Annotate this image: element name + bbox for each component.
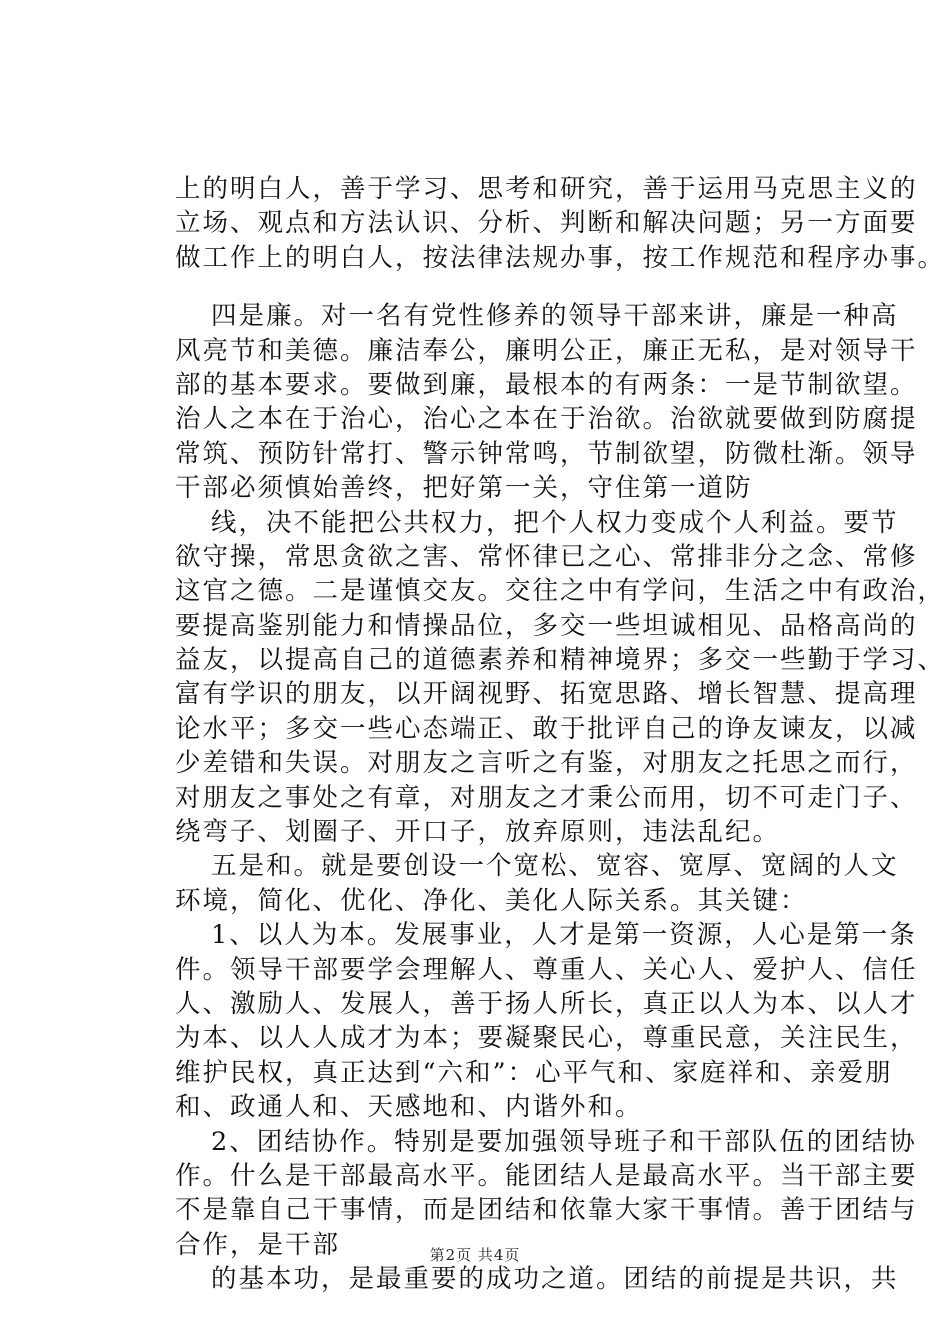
page-number-footer: 第2页 共4页 [429,1246,521,1264]
text-line: 环境，简化、优化、净化、美化人际关系。其关键： [175,885,808,916]
text-line: 1、以人为本。发展事业，人才是第一资源，人心是第一条 [211,920,917,951]
paragraph-lian [175,299,918,505]
text-line: 上的明白人，善于学习、思考和研究，善于运用马克思主义的 [175,174,918,204]
text-line: 不是靠自己干事情，而是团结和依靠大家干事情。善于团结与 [175,1195,918,1226]
text-line: 益友，以提高自己的道德素养和精神境界；多交一些勤于学习、 [175,645,946,676]
text-line: 人、激励人、发展人，善于扬人所长，真正以人为本、以人才 [175,988,918,1019]
paragraph-spacer [175,275,855,299]
paragraph-continuation [175,172,946,275]
text-line: 对朋友之事处之有章，对朋友之才秉公而用，切不可走门子、 [175,782,918,813]
text-line: 绕弯子、划圈子、开口子，放弃原则，违法乱纪。 [175,817,781,848]
paragraph-people-first [175,918,918,1124]
text-line: 为本、以人人成才为本；要凝聚民心，尊重民意，关注民生， [175,1023,918,1054]
text-line: 线，决不能把公共权力，把个人权力变成个人利益。要节 [211,507,899,538]
text-line: 件。领导干部要学会理解人、尊重人、关心人、爱护人、信任 [175,954,918,985]
text-line: 四是廉。对一名有党性修养的领导干部来讲，廉是一种高 [211,301,899,332]
text-line: 做工作上的明白人，按法律法规办事，按工作规范和程序办事。 [175,242,946,273]
text-line: 治人之本在于治心，治心之本在于治欲。治欲就要做到防腐提 [175,404,918,435]
text-line: 论水平；多交一些心态端正、敢于批评自己的诤友谏友，以减 [175,713,918,744]
paragraph-unity [175,1125,918,1263]
text-line: 这官之德。二是谨慎交友。交往之中有学问，生活之中有政治， [175,576,946,607]
text-line: 富有学识的朋友，以开阔视野、拓宽思路、增长智慧、提高理 [175,679,918,710]
text-line: 干部必须慎始善终，把好第一关，守住第一道防 [175,473,753,504]
text-line: 的基本功，是最重要的成功之道。团结的前提是共识，共 [211,1264,899,1295]
paragraph-unity-continued [175,1262,899,1296]
document-body [175,172,946,1297]
text-line: 部的基本要求。要做到廉，最根本的有两条：一是节制欲望。 [175,369,918,400]
paragraph-lian-continued [175,506,946,850]
text-line: 欲守操，常思贪欲之害、常怀律已之心、常排非分之念、常修 [175,541,918,572]
text-line: 常筑、预防针常打、警示钟常鸣，节制欲望，防微杜渐。领导 [175,438,918,469]
text-line: 和、政通人和、天感地和、内谐外和。 [175,1092,643,1123]
text-line: 2、团结协作。特别是要加强领导班子和干部队伍的团结协 [211,1126,917,1157]
text-line: 风亮节和美德。廉洁奉公，廉明公正，廉正无私，是对领导干 [175,335,918,366]
paragraph-he [175,849,899,918]
text-line: 少差错和失误。对朋友之言听之有鉴，对朋友之托思之而行， [175,748,918,779]
text-line: 要提高鉴别能力和情操品位，多交一些坦诚相见、品格高尚的 [175,610,918,641]
text-line: 立场、观点和方法认识、分析、判断和解决问题；另一方面要 [175,208,918,239]
text-line: 五是和。就是要创设一个宽松、宽容、宽厚、宽阔的人文 [211,851,899,882]
text-line: 作。什么是干部最高水平。能团结人是最高水平。当干部主要 [175,1160,918,1191]
text-line: 维护民权，真正达到“六和”：心平气和、家庭祥和、亲爱朋 [175,1057,893,1088]
text-line: 合作，是干部 [175,1229,341,1260]
